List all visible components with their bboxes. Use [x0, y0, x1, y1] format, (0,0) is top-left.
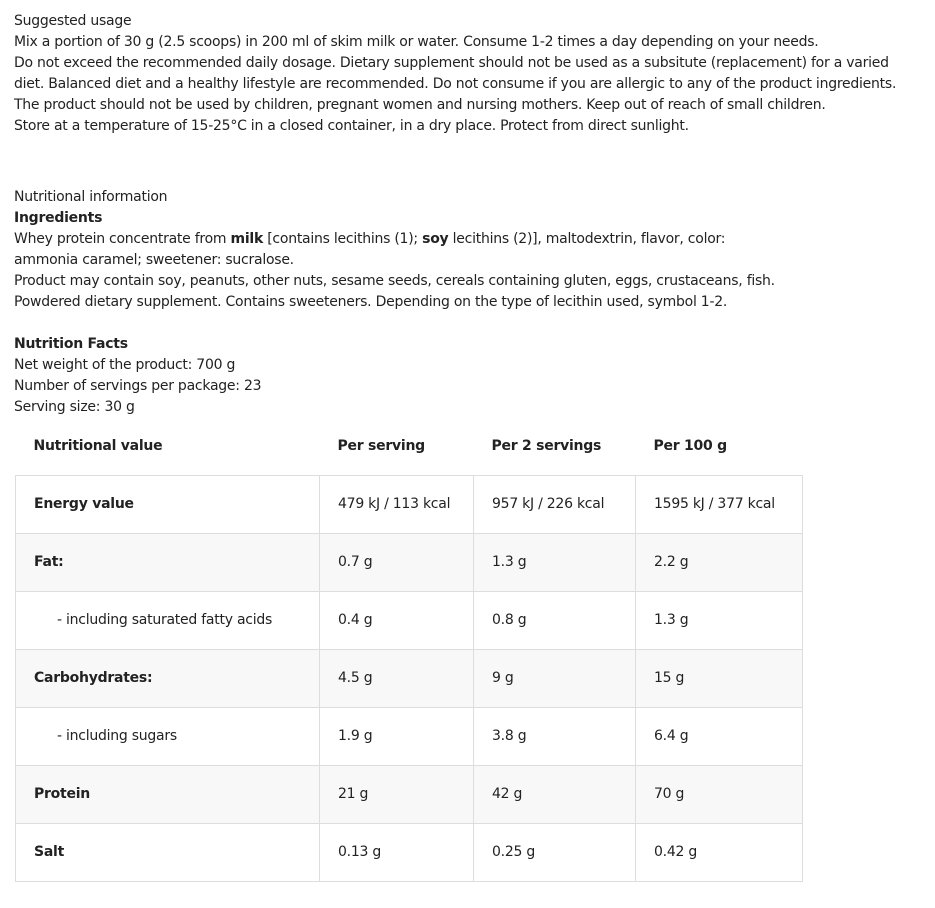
- nutrient-name: Fat:: [16, 533, 320, 591]
- nutritional-information-heading: Nutritional information: [14, 189, 168, 205]
- value-per-serving: 21 g: [320, 765, 474, 823]
- table-header-row: [16, 417, 803, 475]
- usage-line: The product should not be used by children, pregnant women and nursing mothers. Keep out of reach of small children.: [14, 97, 826, 113]
- serving-size: Serving size: 30 g: [14, 399, 135, 415]
- nutrient-name: - including sugars: [16, 707, 320, 765]
- nutrition-facts-heading: Nutrition Facts: [14, 336, 128, 352]
- value-per-serving: 1.9 g: [320, 707, 474, 765]
- value-per-2-servings: 0.25 g: [474, 823, 636, 881]
- nutrition-table: [15, 417, 803, 882]
- nutrient-name: Salt: [16, 823, 320, 881]
- value-per-serving: 0.4 g: [320, 591, 474, 649]
- value-per-2-servings: 957 kJ / 226 kcal: [474, 475, 636, 533]
- allergen-warning: Product may contain soy, peanuts, other nuts, sesame seeds, cereals containing gluten, eggs, crustaceans, fish.: [14, 273, 775, 289]
- value-per-100g: 70 g: [636, 765, 803, 823]
- table-row: [16, 533, 803, 591]
- ingredients-heading: Ingredients: [14, 210, 103, 226]
- value-per-serving: 4.5 g: [320, 649, 474, 707]
- column-header: Per 100 g: [653, 437, 727, 454]
- value-per-2-servings: 9 g: [474, 649, 636, 707]
- table-row: [16, 649, 803, 707]
- ingredients-line: [14, 229, 929, 250]
- ingredients-text: [contains lecithins (1);: [263, 231, 423, 247]
- usage-line: Do not exceed the recommended daily dosage. Dietary supplement should not be used as a subsitute (replacement) for a varied: [14, 55, 889, 71]
- ingredients-text: Whey protein concentrate from: [14, 231, 231, 247]
- nutrient-name: - including saturated fatty acids: [16, 591, 320, 649]
- usage-line: diet. Balanced diet and a healthy lifestyle are recommended. Do not consume if you are allergic to any of the product ingredients.: [14, 76, 897, 92]
- usage-line: Mix a portion of 30 g (2.5 scoops) in 200 ml of skim milk or water. Consume 1-2 times a day depending on your needs.: [14, 34, 819, 50]
- table-row: [16, 591, 803, 649]
- value-per-100g: 1595 kJ / 377 kcal: [636, 475, 803, 533]
- table-row: [16, 707, 803, 765]
- column-header: Nutritional value: [33, 437, 163, 454]
- value-per-100g: 1.3 g: [636, 591, 803, 649]
- value-per-2-servings: 3.8 g: [474, 707, 636, 765]
- nutrient-name: Energy value: [16, 475, 320, 533]
- value-per-100g: 2.2 g: [636, 533, 803, 591]
- allergen-milk: milk: [230, 231, 264, 247]
- value-per-2-servings: 42 g: [474, 765, 636, 823]
- supplement-note: Powdered dietary supplement. Contains sweeteners. Depending on the type of lecithin used, symbol 1-2.: [14, 294, 728, 310]
- table-row: [16, 765, 803, 823]
- ingredients-line: ammonia caramel; sweetener: sucralose.: [14, 252, 294, 268]
- value-per-2-servings: 0.8 g: [474, 591, 636, 649]
- servings-per-package: Number of servings per package: 23: [14, 378, 262, 394]
- allergen-soy: soy: [422, 231, 449, 247]
- value-per-100g: 15 g: [636, 649, 803, 707]
- product-description: [14, 11, 929, 418]
- column-header: Per serving: [337, 437, 425, 454]
- nutrient-name: Carbohydrates:: [16, 649, 320, 707]
- value-per-2-servings: 1.3 g: [474, 533, 636, 591]
- net-weight: Net weight of the product: 700 g: [14, 357, 236, 373]
- value-per-serving: 0.7 g: [320, 533, 474, 591]
- value-per-serving: 479 kJ / 113 kcal: [320, 475, 474, 533]
- column-header: Per 2 servings: [491, 437, 602, 454]
- ingredients-text: lecithins (2)], maltodextrin, flavor, color:: [448, 231, 726, 247]
- table-row: [16, 475, 803, 533]
- nutrient-name: Protein: [16, 765, 320, 823]
- suggested-usage-heading: Suggested usage: [14, 13, 132, 29]
- value-per-serving: 0.13 g: [320, 823, 474, 881]
- value-per-100g: 0.42 g: [636, 823, 803, 881]
- usage-line: Store at a temperature of 15-25°C in a closed container, in a dry place. Protect from direct sunlight.: [14, 118, 689, 134]
- value-per-100g: 6.4 g: [636, 707, 803, 765]
- table-row: [16, 823, 803, 881]
